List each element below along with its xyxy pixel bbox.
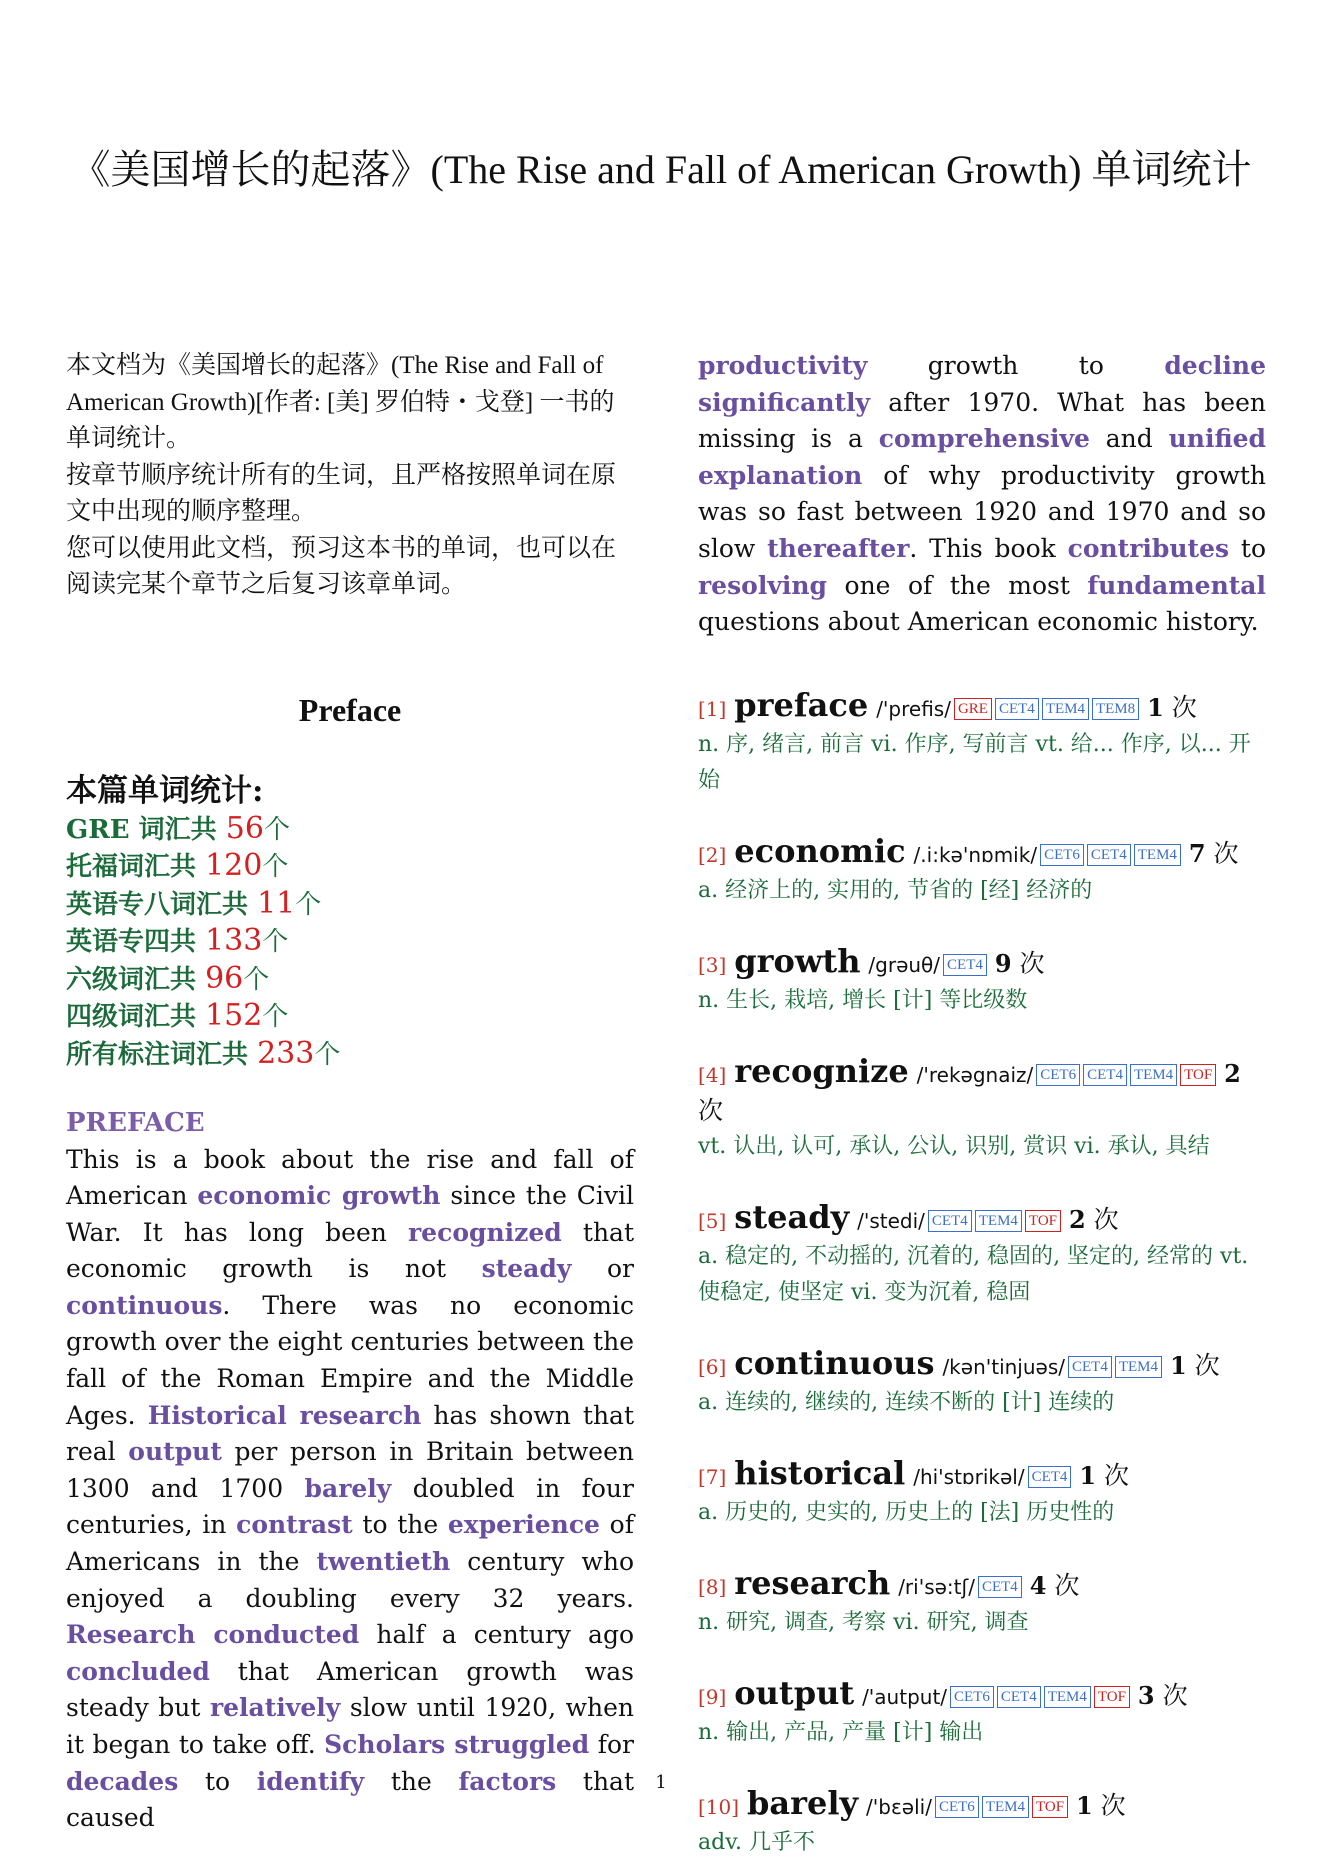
entry-index: [9] <box>698 1684 727 1709</box>
keyword: steady <box>481 1254 572 1284</box>
para-text: slow until 1920, when it began to take off. <box>66 1693 634 1759</box>
exam-tag: TEM4 <box>1130 1064 1177 1086</box>
entry-word: recognize <box>734 1051 909 1090</box>
vocab-entry <box>698 1053 1266 1165</box>
entry-word: barely <box>747 1783 859 1822</box>
entry-phonetic: /kən'tinjuəs/ <box>942 1354 1066 1379</box>
stat-row-all <box>66 1036 634 1074</box>
keyword: Historical research <box>147 1400 422 1430</box>
para-text: that American growth was steady but <box>66 1656 634 1723</box>
stat-label: 六级词汇共 <box>66 964 197 995</box>
entry-word: growth <box>734 941 861 980</box>
para-text: to <box>178 1766 257 1796</box>
section-title: Preface <box>298 691 402 728</box>
stat-count: 11 <box>257 885 296 921</box>
entry-frequency: 1 <box>1169 1350 1187 1380</box>
entry-headline <box>698 687 1266 727</box>
para-text: or <box>571 1254 634 1284</box>
keyword: fundamental <box>1087 570 1266 600</box>
vocab-entry <box>698 1675 1266 1751</box>
entry-frequency-unit: 次 <box>698 1095 724 1125</box>
para-text: to <box>1229 533 1266 563</box>
entry-headline <box>698 833 1266 873</box>
exam-tag: CET4 <box>1028 1466 1072 1488</box>
page-number: 1 <box>655 1772 667 1793</box>
intro-line-3: 您可以使用此文档，预习这本书的单词，也可以在阅读完某个章节之后复习该章单词。 <box>66 534 617 598</box>
entry-word: output <box>734 1673 855 1712</box>
stat-row-gre <box>66 811 634 849</box>
exam-tag: TEM4 <box>975 1210 1022 1232</box>
vocab-entry <box>698 1785 1266 1861</box>
stat-unit: 个 <box>295 889 322 920</box>
stat-row-toefl <box>66 848 634 886</box>
stat-unit: 个 <box>262 852 289 882</box>
entry-frequency: 9 <box>994 948 1012 978</box>
keyword: relatively <box>209 1693 341 1723</box>
exam-tag: CET4 <box>928 1210 972 1232</box>
keyword: contrast <box>236 1510 353 1540</box>
stat-label: 托福词汇共 <box>66 852 197 882</box>
entry-definition: n. 生长, 栽培, 增长 [计] 等比级数 <box>698 987 1028 1013</box>
entry-word: steady <box>734 1197 850 1236</box>
entry-definition: a. 历史的, 史实的, 历史上的 [法] 历史性的 <box>698 1499 1115 1525</box>
entry-frequency-unit: 次 <box>1019 948 1045 978</box>
exam-tag: GRE <box>954 698 992 720</box>
entry-frequency-unit: 次 <box>1054 1570 1080 1600</box>
preface-heading: PREFACE <box>66 1108 205 1138</box>
exam-tag: CET6 <box>1040 844 1084 866</box>
entry-phonetic: /.i:kə'nɒmik/ <box>913 842 1038 867</box>
para-text: has shown that real <box>66 1400 634 1467</box>
keyword: continuous <box>66 1290 223 1320</box>
document-title: 《美国增长的起落》(The Rise and Fall of American Growth) 单词统计 <box>70 147 1252 192</box>
entry-frequency: 1 <box>1079 1460 1097 1490</box>
stat-row-tem8 <box>66 886 634 924</box>
stat-count: 56 <box>225 810 264 846</box>
entry-headline <box>698 1675 1266 1715</box>
entry-frequency-unit: 次 <box>1171 692 1197 722</box>
intro-line-1: 本文档为《美国增长的起落》(The Rise and Fall of American Growth)[作者: [美] 罗伯特・戈登] 一书的单词统计。 <box>66 352 615 452</box>
keyword: productivity <box>698 351 868 380</box>
para-text: per person in Britain between 1300 and 1700 <box>66 1437 634 1503</box>
intro-text <box>66 348 634 604</box>
exam-tag: TEM4 <box>1115 1356 1162 1378</box>
entry-frequency-unit: 次 <box>1194 1350 1220 1380</box>
para-text: growth to <box>867 351 1165 380</box>
keyword: unified explanation <box>698 424 1267 490</box>
entry-phonetic: /'autput/ <box>862 1684 948 1709</box>
para-text: This is a book about the rise and fall of American <box>66 1144 634 1211</box>
para-text: that caused <box>66 1766 635 1833</box>
entry-word: economic <box>734 831 906 870</box>
exam-tag: TOF <box>1032 1796 1068 1818</box>
left-column <box>66 348 634 1837</box>
stat-label: GRE 词汇共 <box>66 814 217 845</box>
entry-word: continuous <box>734 1343 935 1382</box>
exam-tag: CET4 <box>1087 844 1131 866</box>
stat-unit: 个 <box>262 1002 289 1032</box>
stats-heading: 本篇单词统计: <box>66 772 264 809</box>
entry-index: [1] <box>698 696 727 721</box>
exam-tag: TEM4 <box>982 1796 1029 1818</box>
exam-tag: CET4 <box>1083 1064 1127 1086</box>
keyword: Scholars struggled <box>324 1730 590 1759</box>
preface-paragraph-continued <box>698 348 1266 641</box>
stat-count: 133 <box>205 923 263 958</box>
exam-tag: CET4 <box>943 954 987 976</box>
entry-frequency: 3 <box>1137 1680 1155 1710</box>
entry-frequency: 4 <box>1029 1570 1047 1600</box>
entry-definition: a. 稳定的, 不动摇的, 沉着的, 稳固的, 坚定的, 经常的 vt. 使稳定, 使坚定 vi. 变为沉着, 稳固 <box>698 1243 1249 1305</box>
vocab-entry <box>698 943 1266 1019</box>
entry-definition: a. 经济上的, 实用的, 节省的 [经] 经济的 <box>698 877 1093 903</box>
para-text: and <box>1089 424 1169 454</box>
para-text: since the Civil War. It has long been <box>66 1181 634 1247</box>
keyword: barely <box>304 1473 392 1503</box>
exam-tag: TOF <box>1025 1210 1061 1232</box>
entry-phonetic: /ri'sə:tʃ/ <box>898 1574 975 1599</box>
entry-frequency-unit: 次 <box>1104 1460 1130 1490</box>
exam-tag: CET4 <box>978 1576 1022 1598</box>
keyword: Research conducted <box>66 1620 360 1650</box>
stat-unit: 个 <box>243 964 270 995</box>
keyword: identify <box>256 1766 365 1796</box>
entry-index: [8] <box>698 1574 727 1599</box>
entry-index: [4] <box>698 1062 727 1087</box>
keyword: economic growth <box>197 1181 441 1211</box>
para-text: one of the most <box>827 570 1088 600</box>
entry-index: [2] <box>698 842 727 867</box>
para-text: to the <box>352 1510 448 1540</box>
keyword: factors <box>458 1766 557 1796</box>
entry-frequency: 2 <box>1224 1058 1241 1088</box>
vocab-entry <box>698 833 1266 909</box>
entry-index: [7] <box>698 1464 727 1489</box>
keyword: experience <box>447 1510 600 1540</box>
keyword: thereafter <box>767 533 910 563</box>
entry-phonetic: /'bɛəli/ <box>866 1794 932 1819</box>
entry-definition: n. 序, 绪言, 前言 vi. 作序, 写前言 vt. 给... 作序, 以... 开始 <box>698 731 1251 793</box>
entry-headline <box>698 943 1266 983</box>
entry-phonetic: /grəuθ/ <box>868 952 941 977</box>
entry-frequency: 2 <box>1068 1204 1086 1234</box>
entry-frequency-unit: 次 <box>1213 838 1239 868</box>
entry-frequency-unit: 次 <box>1100 1790 1126 1820</box>
exam-tag: CET6 <box>935 1796 979 1818</box>
stat-unit: 个 <box>314 1039 341 1070</box>
para-text: of Americans in the <box>66 1510 634 1577</box>
stat-row-tem4 <box>66 923 634 961</box>
right-column <box>698 348 1266 1861</box>
stat-count: 233 <box>257 1035 315 1071</box>
para-text: century who enjoyed a doubling every 32 years. <box>66 1547 634 1613</box>
entry-word: preface <box>734 685 869 724</box>
entry-index: [10] <box>698 1794 740 1819</box>
exam-tag: CET4 <box>995 698 1039 720</box>
exam-tag: TEM8 <box>1092 698 1139 720</box>
para-text: doubled in four centuries, in <box>66 1473 634 1540</box>
entry-frequency: 1 <box>1076 1790 1093 1820</box>
entry-frequency: 1 <box>1147 692 1164 722</box>
entry-phonetic: /'rekəgnaiz/ <box>916 1062 1034 1087</box>
keyword: recognized <box>408 1217 562 1247</box>
vocab-entry <box>698 1345 1266 1421</box>
entry-phonetic: /'stedi/ <box>857 1208 925 1233</box>
keyword: concluded <box>66 1656 210 1686</box>
para-text: . There was no economic growth over the eight centuries between the fall of the Roman Empire and the Middle Ages. <box>66 1290 634 1430</box>
exam-tag: CET6 <box>1036 1064 1080 1086</box>
stat-count: 152 <box>205 998 263 1033</box>
para-text: . This book <box>909 533 1068 563</box>
stat-unit: 个 <box>262 927 289 957</box>
entry-index: [3] <box>698 952 727 977</box>
entry-definition: n. 输出, 产品, 产量 [计] 输出 <box>698 1719 984 1745</box>
entry-definition: n. 研究, 调查, 考察 vi. 研究, 调查 <box>698 1609 1029 1635</box>
para-text: questions about American economic history. <box>698 607 1259 637</box>
stat-row-cet4 <box>66 998 634 1036</box>
stat-label: 英语专八词汇共 <box>66 889 249 920</box>
exam-tag: CET4 <box>997 1686 1041 1708</box>
entry-definition: vt. 认出, 认可, 承认, 公认, 识别, 赏识 vi. 承认, 具结 <box>698 1133 1210 1159</box>
exam-tag: TOF <box>1094 1686 1130 1708</box>
entry-headline <box>698 1565 1266 1605</box>
entry-index: [5] <box>698 1208 727 1233</box>
entry-phonetic: /hi'stɒrikəl/ <box>913 1464 1025 1489</box>
vocabulary-entries <box>698 687 1266 1861</box>
exam-tag: TEM4 <box>1042 698 1089 720</box>
vocab-entry <box>698 1199 1266 1311</box>
para-text: of why productivity growth was so fast between 1920 and 1970 and so slow <box>698 460 1266 563</box>
keyword: comprehensive <box>878 424 1090 454</box>
exam-tag: CET6 <box>950 1686 994 1708</box>
entry-headline <box>698 1345 1266 1385</box>
entry-frequency-unit: 次 <box>1162 1680 1188 1710</box>
exam-tag: CET4 <box>1068 1356 1112 1378</box>
vocab-entry <box>698 1455 1266 1531</box>
exam-tag: TOF <box>1180 1064 1216 1086</box>
entry-frequency-unit: 次 <box>1093 1204 1119 1234</box>
entry-word: historical <box>734 1453 906 1492</box>
vocab-entry <box>698 687 1266 799</box>
entry-headline <box>698 1455 1266 1495</box>
entry-word: research <box>734 1563 891 1602</box>
para-text: half a century ago <box>359 1620 634 1650</box>
entry-phonetic: /'prefis/ <box>876 696 951 721</box>
stat-row-cet6 <box>66 961 634 999</box>
para-text: after 1970. What has been missing is a <box>698 387 1266 454</box>
preface-paragraph <box>66 1142 634 1837</box>
keyword: decades <box>66 1766 179 1796</box>
stat-label: 英语专四共 <box>66 927 197 957</box>
entry-definition: adv. 几乎不 <box>698 1829 816 1855</box>
para-text: that economic growth is not <box>66 1217 634 1284</box>
para-text: the <box>364 1766 459 1796</box>
keyword: twentieth <box>316 1547 451 1577</box>
entry-headline <box>698 1053 1266 1129</box>
stats-list <box>66 811 634 1074</box>
entry-headline <box>698 1199 1266 1239</box>
keyword: resolving <box>698 570 828 600</box>
keyword: decline significantly <box>698 351 1266 417</box>
keyword: contributes <box>1067 533 1230 563</box>
keyword: output <box>128 1437 222 1467</box>
intro-line-2: 按章节顺序统计所有的生词，且严格按照单词在原文中出现的顺序整理。 <box>66 461 617 525</box>
stat-label: 四级词汇共 <box>66 1002 197 1032</box>
para-text: for <box>589 1730 634 1759</box>
vocab-entry <box>698 1565 1266 1641</box>
stat-count: 120 <box>205 848 263 883</box>
exam-tag: TEM4 <box>1134 844 1181 866</box>
stat-label: 所有标注词汇共 <box>66 1039 249 1070</box>
stat-count: 96 <box>205 960 244 996</box>
entry-index: [6] <box>698 1354 727 1379</box>
exam-tag: TEM4 <box>1044 1686 1091 1708</box>
entry-definition: a. 连续的, 继续的, 连续不断的 [计] 连续的 <box>698 1389 1115 1415</box>
stat-unit: 个 <box>263 814 290 845</box>
entry-frequency: 7 <box>1188 838 1206 868</box>
